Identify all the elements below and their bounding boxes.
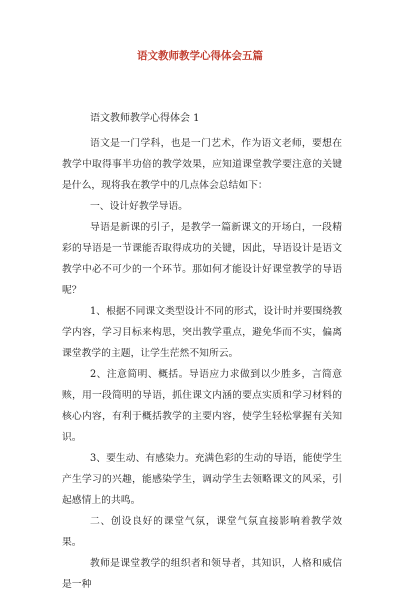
paragraph: 语文是一门学科，也是一门艺术，作为语文老师，要想在教学中取得事半功倍的教学效果，应知道课堂教学要注意的关键是什么，现将我在教学中的几点体会总结如下： bbox=[62, 138, 342, 191]
paragraph: 教师是课堂教学的组织者和领导者，其知识，人格和威信是一种 bbox=[62, 558, 342, 590]
section-subtitle: 语文教师教学心得体会 1 bbox=[90, 113, 200, 124]
paragraph: 导语是新课的引子，是教学一篇新课文的开场白，一段精彩的导语是一节课能否取得成功的关键，因此，导语设计是语文教学中必不可少的一个环节。那如何才能设计好课堂教学的导语呢？ bbox=[62, 222, 342, 296]
paragraph: 2、注意简明、概括。导语应力求做到以少胜多，言简意赅，用一段简明的导语，抓住课文内涵的要点实质和学习材料的核心内容，有利于概括教学的主要内容，使学生轻松掌握有关知识。 bbox=[62, 369, 342, 443]
document-body bbox=[62, 133, 342, 595]
paragraph: 一、设计好教学导语。 bbox=[90, 201, 188, 212]
paragraph: 3、要生动、有感染力。充满色彩的生动的导语，能使学生产生学习的兴趣，能感染学生，调动学生去领略课文的风采，引起感情上的共鸣。 bbox=[62, 453, 342, 506]
paragraph: 二、创设良好的课堂气氛，课堂气氛直接影响着教学效果。 bbox=[62, 516, 342, 548]
document-title: 语文教师教学心得体会五篇 bbox=[137, 50, 263, 62]
paragraph: 1、根据不同课文类型设计不同的形式，设计时并要围绕教学内容，学习目标来构思，突出教学重点，避免华而不实，偏离课堂教学的主题，让学生茫然不知所云。 bbox=[62, 306, 342, 359]
